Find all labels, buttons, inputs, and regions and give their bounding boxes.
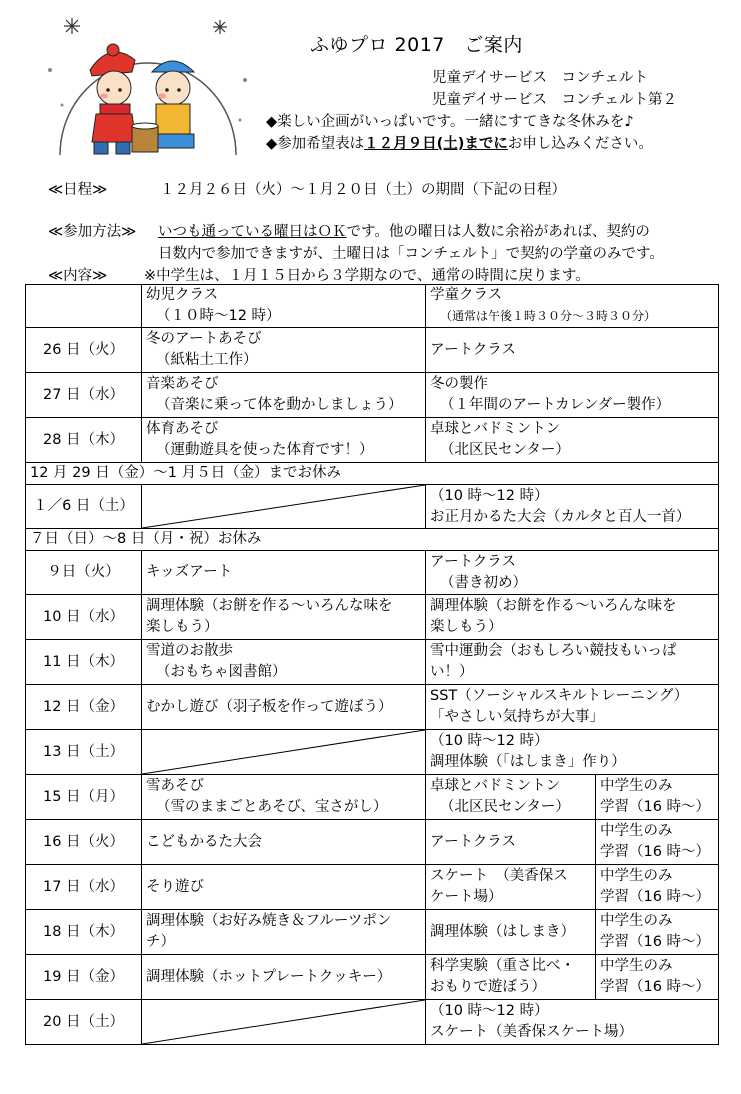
school-activity: アートクラス （書き初め）: [426, 551, 719, 595]
contents-label: ≪内容≫: [48, 268, 108, 284]
method-text: 日数内で参加できますが、土曜日は「コンチェルト」で契約の学童のみです。: [158, 246, 664, 262]
date-cell: 11 日（木）: [26, 640, 142, 685]
contents-note: ※中学生は、１月１５日から３学期なので、通常の時間に戻ります。: [144, 268, 590, 284]
table-row: [26, 685, 719, 730]
date-cell: 20 日（土）: [26, 1000, 142, 1045]
date-cell: １／6 日（土）: [26, 485, 142, 529]
page-title: ふゆプロ 2017 ご案内: [310, 34, 523, 56]
school-activity: 雪中運動会（おもしろい競技もいっぱ い！）: [426, 640, 719, 685]
school-activity: アートクラス: [426, 328, 719, 373]
date-cell: 10 日（水）: [26, 595, 142, 640]
holiday-notice: 12 月 29 日（金）～1 月５日（金）までお休み: [26, 463, 719, 485]
method-text: いつも通っている曜日はＯＫです。他の曜日は人数に余裕があれば、契約の: [158, 224, 650, 240]
infant-activity: むかし遊び（羽子板を作って遊ぼう）: [142, 685, 426, 730]
infant-activity: こどもかるた大会: [142, 820, 426, 865]
junior-high-activity: 中学生のみ 学習（16 時～）: [596, 820, 719, 865]
junior-high-activity: 中学生のみ 学習（16 時～）: [596, 910, 719, 955]
schedule-text: １２月２６日（火）～１月２０日（土）の期間（下記の日程）: [160, 182, 566, 198]
school-activity: 卓球とバドミントン （北区民センター）: [426, 418, 719, 463]
infant-activity: キッズアート: [142, 551, 426, 595]
school-activity: SST（ソーシャルスキルトレーニング） 「やさしい気持ちが大事」: [426, 685, 719, 730]
date-cell: 12 日（金）: [26, 685, 142, 730]
school-activity: 卓球とバドミントン （北区民センター）: [426, 775, 596, 820]
date-cell: 27 日（水）: [26, 373, 142, 418]
school-activity: （10 時～12 時） お正月かるた大会（カルタと百人一首）: [426, 485, 719, 529]
table-row: [26, 820, 719, 865]
table-row: [26, 595, 719, 640]
empty-slash-cell: [142, 485, 426, 529]
holiday-row: [26, 529, 719, 551]
organization-name: 児童デイサービス コンチェルト第２: [432, 92, 678, 108]
table-row: [26, 955, 719, 1000]
table-row: [26, 328, 719, 373]
deadline-date: １２月９日(土)までに: [364, 136, 508, 152]
empty-slash-cell: [142, 1000, 426, 1045]
infant-activity: そり遊び: [142, 865, 426, 910]
table-row: [26, 1000, 719, 1045]
infant-activity: 調理体験（ホットプレートクッキー）: [142, 955, 426, 1000]
school-activity: 調理体験（はしまき）: [426, 910, 596, 955]
date-cell: ９日（火）: [26, 551, 142, 595]
junior-high-activity: 中学生のみ 学習（16 時～）: [596, 865, 719, 910]
school-class-header: 学童クラス （通常は午後１時３０分～３時３０分）: [426, 285, 719, 328]
school-activity: （10 時～12 時） スケート（美香保スケート場）: [426, 1000, 719, 1045]
date-cell: 28 日（木）: [26, 418, 142, 463]
table-row: [26, 775, 719, 820]
table-cell: [26, 285, 142, 328]
notice-fun-events: ◆楽しい企画がいっぱいです。一緒にすてきな冬休みを♪: [266, 114, 634, 130]
date-cell: 15 日（月）: [26, 775, 142, 820]
empty-slash-cell: [142, 730, 426, 775]
table-row: [26, 373, 719, 418]
girl-figure: [90, 44, 136, 154]
table-row: [26, 910, 719, 955]
school-activity: 調理体験（お餅を作る～いろんな味を 楽しもう）: [426, 595, 719, 640]
table-row: [26, 418, 719, 463]
date-cell: 17 日（水）: [26, 865, 142, 910]
table-row: [26, 485, 719, 529]
date-cell: 26 日（火）: [26, 328, 142, 373]
infant-activity: 調理体験（お餅を作る～いろんな味を 楽しもう）: [142, 595, 426, 640]
junior-high-activity: 中学生のみ 学習（16 時～）: [596, 955, 719, 1000]
date-cell: 18 日（木）: [26, 910, 142, 955]
notice-deadline: ◆参加希望表は１２月９日(土)までにお申し込みください。: [266, 136, 653, 152]
infant-class-header: 幼児クラス （１０時～12 時）: [142, 285, 426, 328]
table-row: [26, 551, 719, 595]
infant-activity: 体育あそび （運動遊具を使った体育です！）: [142, 418, 426, 463]
table-row: [26, 730, 719, 775]
date-cell: 13 日（土）: [26, 730, 142, 775]
infant-activity: 音楽あそび （音楽に乗って体を動かしましょう）: [142, 373, 426, 418]
junior-high-activity: 中学生のみ 学習（16 時～）: [596, 775, 719, 820]
school-activity: アートクラス: [426, 820, 596, 865]
schedule-table: [25, 284, 719, 1045]
date-cell: 19 日（金）: [26, 955, 142, 1000]
infant-activity: 調理体験（お好み焼き＆フルーツポン チ）: [142, 910, 426, 955]
table-row: [26, 640, 719, 685]
infant-activity: 雪あそび （雪のままごとあそび、宝さがし）: [142, 775, 426, 820]
table-header-row: [26, 285, 719, 328]
school-activity: （10 時～12 時） 調理体験（「はしまき」作り）: [426, 730, 719, 775]
snowflake-icon: [64, 18, 80, 34]
date-cell: 16 日（火）: [26, 820, 142, 865]
school-activity: 科学実験（重さ比べ・ おもりで遊ぼう）: [426, 955, 596, 1000]
method-label: ≪参加方法≫: [48, 224, 137, 240]
school-activity: スケート （美香保ス ケート場）: [426, 865, 596, 910]
winter-children-illustration: [40, 10, 255, 160]
holiday-notice: ７日（日）～8 日（月・祝）お休み: [26, 529, 719, 551]
schedule-label: ≪日程≫: [48, 182, 108, 198]
infant-activity: 冬のアートあそび （紙粘土工作）: [142, 328, 426, 373]
organization-name: 児童デイサービス コンチェルト: [432, 70, 649, 86]
snowflake-icon: [213, 20, 227, 34]
infant-activity: 雪道のお散歩 （おもちゃ図書館）: [142, 640, 426, 685]
table-row: [26, 865, 719, 910]
school-activity: 冬の製作 （１年間のアートカレンダー製作）: [426, 373, 719, 418]
holiday-row: [26, 463, 719, 485]
